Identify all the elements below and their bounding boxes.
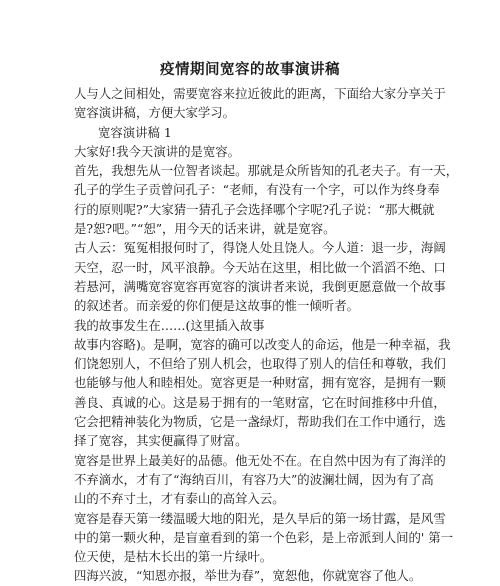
paragraph-line: 首先，我想先从一位智者谈起。那就是众所皆知的孔老夫子。有一天， <box>74 163 459 179</box>
paragraph-line: 们饶恕别人，不但给了别人机会，也取得了别人的信任和尊敬，我们 <box>74 356 446 372</box>
paragraph-line: 的叙述者。而亲爱的你们便是这故事的惟一倾听者。 <box>74 298 359 314</box>
paragraph-line: 古人云：冤冤相报何时了，得饶人处且饶人。今人道：退一步，海阔 <box>74 240 446 256</box>
paragraph-line: 善良、真诚的心。这是易于拥有的一笔财富，它在时间推移中升值， <box>74 394 446 410</box>
paragraph-line: 它会把精神装化为物质，它是一盏绿灯，帮助我们在工作中通行，选 <box>74 414 446 430</box>
paragraph-line: 是?恕?吧。”“恕”，用今天的话来讲，就是宽容。 <box>74 221 336 237</box>
paragraph-line: 也能够与他人和睦相处。宽容更是一种财富，拥有宽容，是拥有一颗 <box>74 375 446 391</box>
paragraph-line: 天空，忍一时，风平浪静。今天站在这里，相比做一个滔滔不绝、口 <box>74 259 446 275</box>
paragraph-line: 人与人之间相处，需要宽容来拉近彼此的距离，下面给大家分享关于 <box>74 86 446 101</box>
paragraph-line: 行的原则呢?”大家猜一猜孔子会选择哪个字呢?孔子说：“那大概就 <box>74 201 435 217</box>
paragraph-line: 故事内容略)。是啊，宽容的确可以改变人的命运，他是一种幸福，我 <box>74 336 451 352</box>
document-title: 疫情期间宽容的故事演讲稿 <box>160 61 340 78</box>
paragraph-line: 位天使，是枯木长出的第一片绿叶。 <box>74 549 273 565</box>
paragraph-line: 宽容演讲稿，方便大家学习。 <box>74 105 236 121</box>
paragraph-line: 我的故事发生在……(这里插入故事 <box>74 317 265 333</box>
paragraph-line: 择了宽容，其实便赢得了财富。 <box>74 433 248 449</box>
paragraph-line: 若悬河，满嘴宽容宽容再宽容的演讲者来说，我倒更愿意做一个故事 <box>74 278 446 294</box>
paragraph-line: 宽容是春天第一缕温暖大地的阳光，是久旱后的第一场甘露，是风雪 <box>74 510 446 526</box>
paragraph-line: 大家好!我今天演讲的是宽容。 <box>74 143 241 159</box>
section-heading: 宽容演讲稿 1 <box>98 124 172 140</box>
paragraph-line: 孔子的学生子贡曾问孔子：“老师，有没有一个字，可以作为终身奉 <box>74 182 440 198</box>
paragraph-line: 山的不弃寸土，才有泰山的高耸入云。 <box>74 491 285 507</box>
document-body <box>74 84 459 584</box>
paragraph-line: 不弃滴水，才有了“海纳百川，有容乃大”的波澜壮阔，因为有了高 <box>74 471 434 487</box>
paragraph-line-cutoff: 四海兴波，“知恩亦报，举世为春”，宽恕他，你就宽容了他人。 <box>74 568 422 584</box>
paragraph-line: 中的第一颗火种，是盲童看到的第一个色彩，是上帝派到人间的' 第一 <box>74 529 454 545</box>
paragraph-line: 宽容是世界上最美好的品德。他无处不在。在自然中因为有了海洋的 <box>74 452 446 468</box>
